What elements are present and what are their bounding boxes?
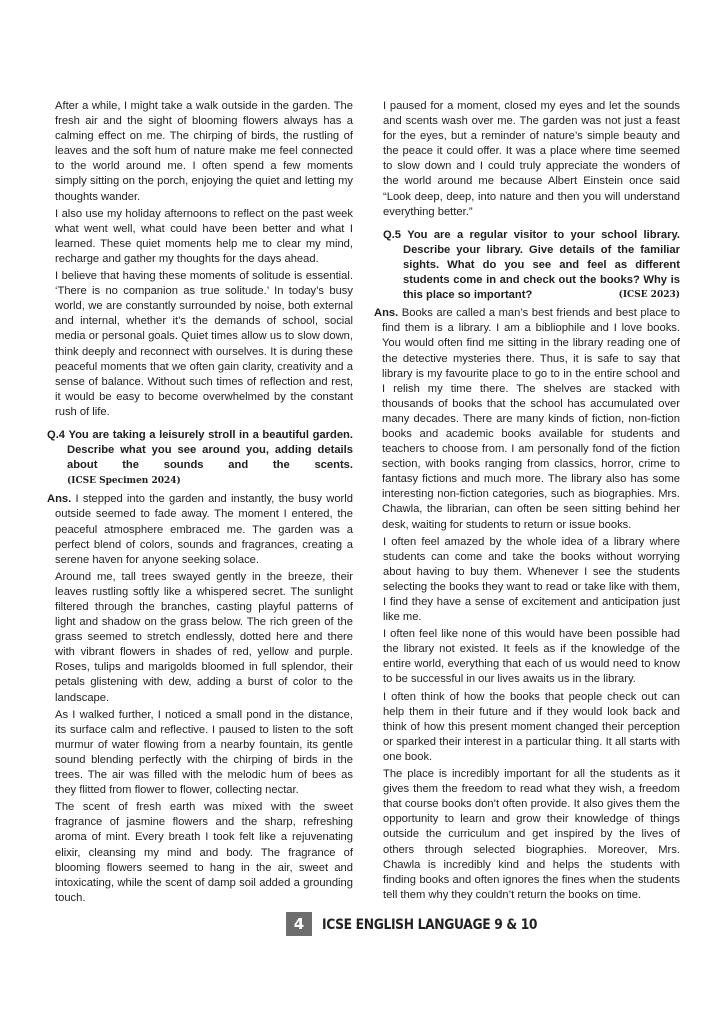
answer-label: Ans. <box>47 493 72 506</box>
paragraph: I often feel like none of this would have been possible had the library not existed. It feels as if the knowledge of the entire world, everything that each of us would need to know to be successful in our lives awaits us in the library. <box>383 628 680 686</box>
left-column <box>47 99 353 908</box>
question-number: Q.5 <box>383 228 402 241</box>
page-number: 4 <box>286 912 312 936</box>
answer-label: Ans. <box>374 307 399 320</box>
answer-text: Books are called a man’s best friends and best place to find them is a library. I am a bibliophile and I love books. You would often find me sitting in the library reading one of the detective mysteries there. Thus, it is safe to say that library is my favourite place to go to in the entire school and I relish my time there. The shelves are stacked with thousands of books that the school has accumulated over many decades. There are many kinds of fiction, non-fiction books and academic books available for students and teachers to choose from. I am personally fond of the fiction section, with books ranging from classics, horror, crime to fantasy fictions and much more. The library also has some interesting non-fiction categories, such as biographies. Mrs. Chawla, the librarian, can often be seen sitting behind her desk, waiting for students to return or issue books. <box>382 307 680 531</box>
answer-paragraph <box>47 492 353 567</box>
page-footer <box>0 912 724 936</box>
answer-text: I stepped into the garden and instantly, the busy world outside seemed to fade away. The moment I entered, the peaceful atmosphere embraced me. The garden was a perfect blend of colors, sounds and fragrances, creating a serene haven for anyone seeking solace. <box>55 493 353 566</box>
question-source: (ICSE 2023) <box>618 290 680 301</box>
question-text: You are taking a leisurely stroll in a beautiful garden. Describe what you see around you, adding details about the sounds and the scents. <box>67 428 353 472</box>
question-5 <box>383 228 680 303</box>
paragraph: I often think of how the books that people check out can help them in their future and if they would look back and think of how this present moment changed their perception or sparked their interest in a particular thing. It all starts with one book. <box>383 690 680 763</box>
paragraph: As I walked further, I noticed a small pond in the distance, its surface calm and reflective. I paused to listen to the soft murmur of water flowing from a nearby fountain, its gentle sound blending perfectly with the chirping of birds in the trees. The air was filled with the melodic hum of bees as they flitted from flower to flower, collecting nectar. <box>55 708 353 797</box>
paragraph: I believe that having these moments of solitude is essential. ‘There is no companion as true solitude.’ In today’s busy world, we are constantly surrounded by noise, both external and internal, whether it’s the demands of school, social media or personal goals. Quiet times allow us to slow down, think deeply and reconnect with ourselves. It is during these peaceful moments that we often gain clarity, creativity and a sense of balance. Without such times of reflection and rest, it would be easy to become overwhelmed by the constant rush of life. <box>55 270 353 418</box>
paragraph: Around me, tall trees swayed gently in the breeze, their leaves rustling softly like a whispered secret. The sunlight filtered through the branches, casting playful patterns of light and shadow on the grass below. The rich green of the grass seemed to stretch endlessly, dotted here and there with vibrant flowers in shades of red, yellow and purple. Roses, tulips and marigolds bloomed in full splendor, their petals glistening with dew, adding a burst of color to the landscape. <box>55 570 353 704</box>
paragraph: The place is incredibly important for all the students as it gives them the freedom to read what they wish, a freedom that course books don’t often provide. It also gives them the opportunity to learn and grow their knowledge of things outside the curriculum and get inspired by the lives of others through selected biographies. Moreover, Mrs. Chawla is incredibly kind and helps the students with finding books and often ignores the fines when the students tell them why they couldn’t return the books on time. <box>383 768 680 901</box>
question-text: You are a regular visitor to your school library. Describe your library. Give details of the familiar sights. What do you see and feel as different students come in and check out the books? Why is this place so important? <box>403 228 680 302</box>
paragraph: The scent of fresh earth was mixed with the sweet fragrance of jasmine flowers and the sharp, refreshing aroma of mint. Every breath I took felt like a rejuvenating elixir, cleansing my mind and body. The fragrance of blooming flowers seemed to hang in the air, sweet and intoxicating, while the scent of damp soil added a grounding touch. <box>55 801 353 904</box>
book-title: ICSE ENGLISH LANGUAGE 9 & 10 <box>322 917 538 933</box>
paragraph: After a while, I might take a walk outside in the garden. The fresh air and the sight of blooming flowers always has a calming effect on me. The chirping of birds, the rustling of leaves and the soft hum of nature make me feel connected to the world around me. I often spend a few moments simply sitting on the porch, enjoying the quiet and letting my thoughts wander. <box>55 100 353 203</box>
right-column <box>374 99 680 905</box>
paragraph: I often feel amazed by the whole idea of a library where students can come and take the books without worrying about having to buy them. Whenever I see the students selecting the books they want to read or take like with them, I find they have a sense of excitement and anticipation just like me. <box>383 535 680 624</box>
paragraph: I also use my holiday afternoons to reflect on the past week what went well, what could have been better and what I learned. These quiet moments help me to clear my mind, recharge and gather my thoughts for the days ahead. <box>55 207 353 265</box>
paragraph: I paused for a moment, closed my eyes and let the sounds and scents wash over me. The garden was not just a feast for the eyes, but a reminder of nature’s simple beauty and the peace it could offer. It was a place where time seemed to slow down and I could truly appreciate the wonders of the world around me because Albert Einstein once said “Look deep, deep, into nature and then you will understand everything better.” <box>383 100 680 218</box>
question-4 <box>47 428 353 489</box>
answer-paragraph <box>374 306 680 532</box>
question-source: (ICSE Specimen 2024) <box>67 476 181 487</box>
question-number: Q.4 <box>47 428 66 441</box>
